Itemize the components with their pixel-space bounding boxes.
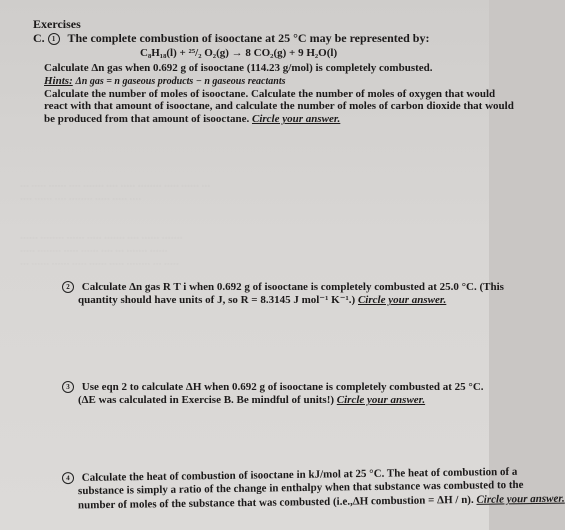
q2-circle-answer: Circle your answer.	[357, 294, 447, 306]
item-number-4-icon: 4	[62, 472, 74, 484]
section-c-intro	[33, 32, 429, 45]
bleed-through-text: ··· ····· ······ ···· ······· ···· ····· ········ ····· ······ ··· ···· ······ ···· ········ ····· ····· ···· ······ ········ ······ ····· ······· ···· ······ ······· ····· ········ ····· ······ ···· ··· ······· ······ ··· ······ ······ ····· ······ ····· ········ ··· ·····	[20, 181, 211, 269]
section-c-calc-line1: Calculate Δn gas when 0.692 g of isooctane (114.23 g/mol) is completely combusted.	[44, 62, 433, 74]
item-number-2-icon: 2	[62, 281, 74, 293]
q3-circle-answer: Circle your answer.	[336, 394, 426, 406]
item-number-1-icon: 1	[48, 33, 60, 45]
q2-line1-text: Calculate Δn gas R T i when 0.692 g of isooctane is completely combusted at 25.0 °C. (This	[81, 281, 504, 293]
page-title: Exercises	[33, 17, 81, 31]
q4-line2: substance is simply a ratio of the change in enthalpy when that substance was combusted to the	[77, 478, 524, 498]
q4-circle-answer: Circle your answer.	[476, 492, 565, 506]
q2-line2	[78, 294, 446, 307]
q3-line1-text: Use eqn 2 to calculate ΔH when 0.692 g of isooctane is completely combusted at 25 °C.	[81, 381, 484, 393]
hints-label: Hints:	[44, 75, 73, 87]
section-c-calc-line2: Calculate the number of moles of isooctane. Calculate the number of moles of oxygen that would	[44, 88, 496, 100]
section-c-calc-line3: react with that amount of isooctane, and calculate the number of moles of carbon dioxide that would	[44, 100, 514, 112]
q2-line2-text: quantity should have units of J, so R = 8.3145 J mol⁻¹ K⁻¹.)	[78, 294, 356, 306]
hints-line	[44, 75, 286, 88]
section-c-intro-text: The complete combustion of isooctane at 25 °C may be represented by:	[67, 31, 430, 45]
q2-line1	[62, 281, 504, 294]
q4-line1-text: Calculate the heat of combustion of isooctane in kJ/mol at 25 °C. The heat of combustion of a	[81, 465, 518, 484]
q3-line2-text: (ΔE was calculated in Exercise B. Be mindful of units!)	[78, 394, 335, 406]
q3-line1	[62, 381, 484, 394]
q4-line3-text: number of moles of the substance that was combusted (i.e.,ΔH combustion = ΔH / n).	[77, 493, 474, 512]
section-c-label: C.	[33, 31, 45, 45]
section-c-calc-line4-text: be produced from that amount of isooctane.	[44, 113, 250, 125]
q3-line2	[78, 394, 425, 407]
combustion-equation: C₈H₁₈(l) + ²⁵/₂ O₂(g) → 8 CO₂(g) + 9 H₂O(l)	[140, 47, 338, 59]
section-c-calc-line4	[44, 113, 340, 126]
section-c-circle-answer: Circle your answer.	[251, 113, 341, 125]
item-number-3-icon: 3	[62, 381, 74, 393]
hints-text: Δn gas = n gaseous products − n gaseous reactants	[75, 76, 286, 87]
